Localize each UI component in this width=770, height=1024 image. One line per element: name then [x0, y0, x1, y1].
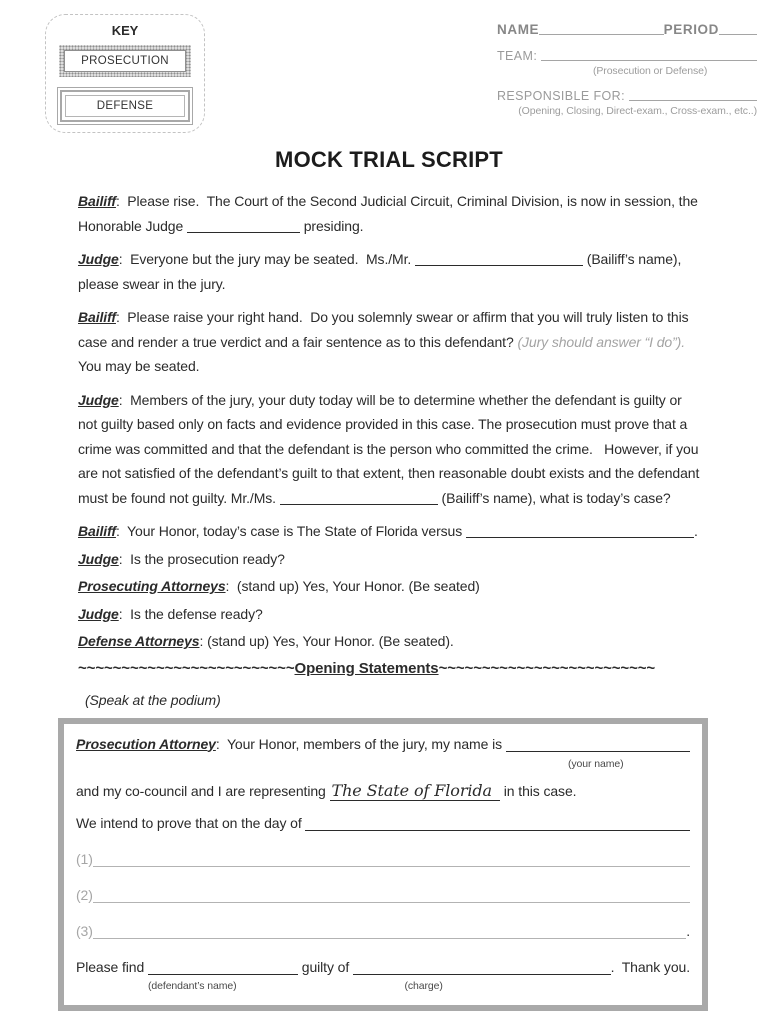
speaker-judge: Judge — [78, 550, 119, 567]
responsible-hint: (Opening, Closing, Direct-exam., Cross-exam., etc..) — [518, 105, 757, 117]
student-info-header — [497, 22, 757, 117]
tildes-right: ~~~~~~~~~~~~~~~~~~~~~~~~~ — [438, 659, 656, 677]
box-point-1 — [76, 847, 690, 872]
box-point-3 — [76, 919, 690, 944]
item-number: (2) — [76, 886, 93, 903]
opening-statements-label: Opening Statements — [294, 659, 439, 677]
speaker-prosecution-attorney: Prosecution Attorney — [76, 735, 216, 752]
speaker-bailiff: Bailiff — [78, 523, 116, 539]
team-blank[interactable] — [541, 60, 757, 61]
dialogue-text: : Is the defense ready? — [118, 605, 263, 622]
dialogue-text: You may be seated. — [78, 333, 689, 374]
jury-answer-aside: (Jury should answer “I do”). — [517, 333, 686, 350]
box-text: . Thank you. — [610, 958, 690, 975]
name-label: NAME — [497, 22, 540, 37]
dialogue-judge-3 — [78, 547, 700, 572]
dialogue-bailiff-3 — [78, 519, 700, 544]
responsible-row — [497, 89, 757, 103]
period-blank[interactable] — [719, 34, 757, 35]
dialogue-text: . — [693, 523, 698, 539]
box-text: guilty of — [297, 958, 353, 975]
opening-statements-heading — [78, 657, 700, 682]
bailiff-name-blank[interactable] — [415, 252, 583, 266]
dialogue-judge-2 — [78, 388, 704, 511]
item-number: (1) — [76, 850, 93, 867]
team-row — [497, 49, 757, 63]
speaker-judge: Judge — [78, 391, 119, 408]
dialogue-text: : Members of the jury, your duty today will be to determine whether the defendant is guilty or not guilty based only on facts and evidence provided in this case. The prosecution must prove that a crime was committed and that the defendant is the person who committed the crime. However, if you are not satisfied of the defendant’s guilt to that extent, then reasonable doubt exists and the defendant must be found not guilty. Mr./Ms. — [78, 391, 704, 506]
defense-key-label: DEFENSE — [65, 95, 185, 117]
defense-key-frame-inner — [60, 90, 190, 122]
dialogue-judge-4 — [78, 602, 700, 627]
speaker-judge: Judge — [78, 251, 119, 267]
dialogue-defense-attorneys — [78, 629, 700, 654]
stage-direction: (Speak at the podium) — [85, 692, 221, 708]
speaker-defense-attorneys: Defense Attorneys — [78, 633, 200, 649]
your-name-blank[interactable] — [506, 751, 690, 752]
dialogue-text: : (stand up) Yes, Your Honor. (Be seated) — [225, 578, 480, 594]
dialogue-text: : Please rise. The Court of the Second Judicial Circuit, Criminal Division, is now in session, the Honorable Judge — [78, 193, 702, 234]
period-label: PERIOD — [663, 22, 719, 37]
page-title: MOCK TRIAL SCRIPT — [275, 147, 503, 172]
speaker-prosecuting-attorneys: Prosecuting Attorneys — [78, 578, 226, 594]
box-text: : Your Honor, members of the jury, my name is — [215, 735, 506, 752]
bailiff-name-blank-2[interactable] — [280, 491, 438, 505]
judge-name-blank[interactable] — [187, 219, 300, 233]
defendant-name-blank-2[interactable] — [148, 961, 298, 975]
dialogue-text: : Your Honor, today’s case is The State of Florida versus — [115, 523, 466, 539]
day-of-blank[interactable] — [305, 830, 690, 831]
script-content — [76, 147, 704, 1011]
dialogue-text: presiding. — [299, 217, 364, 234]
your-name-hint: (your name) — [568, 757, 624, 770]
speaker-bailiff: Bailiff — [78, 309, 116, 325]
defendant-name-blank[interactable] — [466, 524, 694, 538]
charge-hint: (charge) — [404, 979, 443, 992]
box-line-4 — [76, 955, 690, 980]
prosecution-opening-box — [58, 718, 708, 1011]
dialogue-bailiff-2 — [78, 305, 700, 379]
point-1-blank[interactable] — [93, 866, 690, 867]
box-point-2 — [76, 883, 690, 908]
name-period-row — [497, 22, 757, 37]
dialogue-text: : Everyone but the jury may be seated. Ms./Mr. — [118, 251, 415, 267]
box-text: We intend to prove that on the day of — [76, 814, 306, 831]
dialogue-text: : Is the prosecution ready? — [118, 550, 285, 567]
state-of-florida-script: The State of Florida — [330, 781, 501, 801]
responsible-label: RESPONSIBLE FOR: — [497, 89, 629, 103]
key-legend — [45, 14, 205, 133]
box-text: and my co-council and I are representing — [76, 782, 330, 799]
box-text: . — [686, 922, 690, 939]
dialogue-text: : Please raise your right hand. Do you solemnly swear or affirm that you will truly listen to this case and render a true verdict and a fair sentence as to this defendant? — [78, 309, 693, 350]
prosecution-key-frame — [59, 45, 191, 77]
box-line-3 — [76, 811, 690, 836]
dialogue-text: (Bailiff’s name), please swear in the jury. — [78, 251, 686, 292]
box-line-2 — [76, 778, 690, 804]
dialogue-text: (Bailiff’s name), what is today’s case? — [437, 489, 671, 506]
box-text: Please find — [76, 958, 148, 975]
charge-blank[interactable] — [353, 974, 611, 975]
point-2-blank[interactable] — [93, 902, 690, 903]
box-line-1 — [76, 732, 690, 757]
box-text: in this case. — [500, 782, 577, 799]
key-title: KEY — [111, 23, 139, 38]
responsible-blank[interactable] — [629, 100, 757, 101]
dialogue-bailiff-1 — [78, 189, 700, 238]
tildes-left: ~~~~~~~~~~~~~~~~~~~~~~~~~ — [78, 659, 295, 677]
dialogue-prosecuting-attorneys — [78, 574, 700, 599]
team-hint: (Prosecution or Defense) — [593, 65, 708, 77]
dialogue-text: : (stand up) Yes, Your Honor. (Be seated). — [199, 633, 454, 649]
item-number: (3) — [76, 922, 93, 939]
defendant-name-hint: (defendant’s name) — [148, 979, 237, 992]
defense-key-frame — [57, 87, 193, 125]
team-label: TEAM: — [497, 49, 542, 63]
speaker-judge: Judge — [78, 605, 119, 622]
speaker-bailiff: Bailiff — [78, 193, 116, 209]
prosecution-key-label: PROSECUTION — [64, 50, 186, 72]
box-hints-row — [76, 980, 690, 993]
name-blank[interactable] — [539, 34, 663, 35]
point-3-blank[interactable] — [93, 938, 686, 939]
dialogue-judge-1 — [78, 247, 700, 296]
